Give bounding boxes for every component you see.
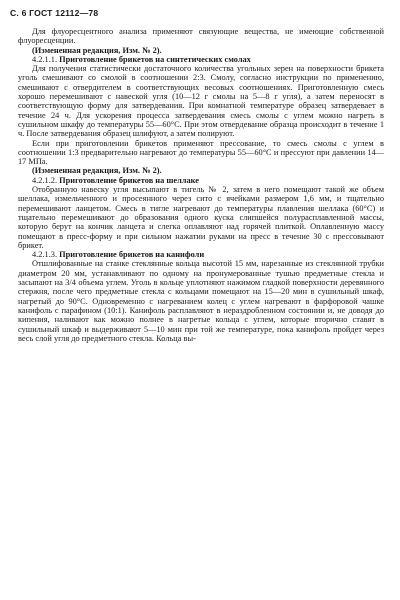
section-number: 4.2.1.2. (32, 175, 58, 185)
section-title: Приготовление брикетов на шеллаке (59, 175, 199, 185)
amendment-note: (Измененная редакция, Изм. № 2). (32, 166, 162, 176)
section-heading-4-2-1-2 (18, 176, 384, 185)
paragraph-shellac: Отобранную навеску угля высыпают в тигель № 2, затем в него помещают такой же объем шеллака, измельченного и просеянного через сито с ячейками размером 1,6 мм, и тщательно перемешивают ланцетом. Смесь в тигле нагревают до температуры плавления шеллака (60°С) и тщательно перемешивают до образования одного куска слипшейся полурасплавленной массы, которую берут на кончик ланцета и слегка оплавляют над горячей плиткой. Оплавленную массу помещают в пресс-форму и при сильном нажатии руками на пресс в течение 30 с прессовывают брикет. (18, 185, 384, 250)
section-title: Приготовление брикетов на синтетических смолах (59, 54, 251, 64)
paragraph-synthetic-resins: Для получения статистически достаточного количества угольных зерен на поверхности брикета уголь смешивают со смолой в соотношении 2:3. Смолу, согласно инструкции по применению, смешивают с отвердителем в соответствующих весовых соотношениях. Приготовленную смесь хорошо перемешивают с навеской угля (10—12 г смолы на 5—8 г угля), а затем переносят в соответствующую форму для затвердевания. При комнатной температуре образец затвердевает в течение 24 ч. Для ускорения процесса затвердевания смесь смолы с углем можно нагреть в сушильном шкафу до температуры 55—60°С. При этом отвердевание образца происходит в течение 1 ч. После затвердевания образец шлифуют, а затем полируют. (18, 64, 384, 139)
page-header: С. 6 ГОСТ 12112—78 (10, 8, 99, 18)
paragraph-pressing: Если при приготовлении брикетов применяют прессование, то смесь смолы с углем в соотношении 1:3 предварительно нагревают до температуры 55—60°С и прессуют при давлении 14—17 МПа. (18, 138, 384, 167)
paragraph-rosin: Отшлифованные на станке стеклянные кольца высотой 15 мм, нарезанные из стеклянной трубки диаметром 20 мм, устанавливают по одному на пронумерованные тушью предметные стекла и засыпают на 3/4 объема углем. Уголь в кольце уплотняют нажимом гладкой поверхности деревянного стержня, после чего предметные стекла с кольцами помещают на 15—20 мин в сушильный шкаф, нагретый до 90°С. Одновременно с нагреванием колец с углем нагревают в фарфоровой чашке канифоль с парафином (10:1). Канифоль расплавляют в нераздробленном состоянии и, не доводя до кипения, наливают как можно полнее в нагретые кольца с углем, которые вторично ставят в сушильный шкаф и выдерживают 5—10 мин при той же температуре, пока канифоль пройдет через весь слой угля до предметного стекла. Кольца вы- (18, 259, 384, 343)
section-heading-4-2-1-1 (18, 55, 384, 64)
paragraph-binders: Для флуоресцентного анализа применяют связующие вещества, не имеющие собственной флуоресценции. (18, 27, 384, 46)
section-heading-4-2-1-3 (18, 250, 384, 259)
document-page (10, 8, 384, 343)
section-number: 4.2.1.1. (32, 54, 58, 64)
section-number: 4.2.1.3. (32, 250, 58, 260)
amendment-note: (Измененная редакция, Изм. № 2). (32, 45, 162, 55)
section-title: Приготовление брикетов на канифоли (59, 250, 205, 260)
